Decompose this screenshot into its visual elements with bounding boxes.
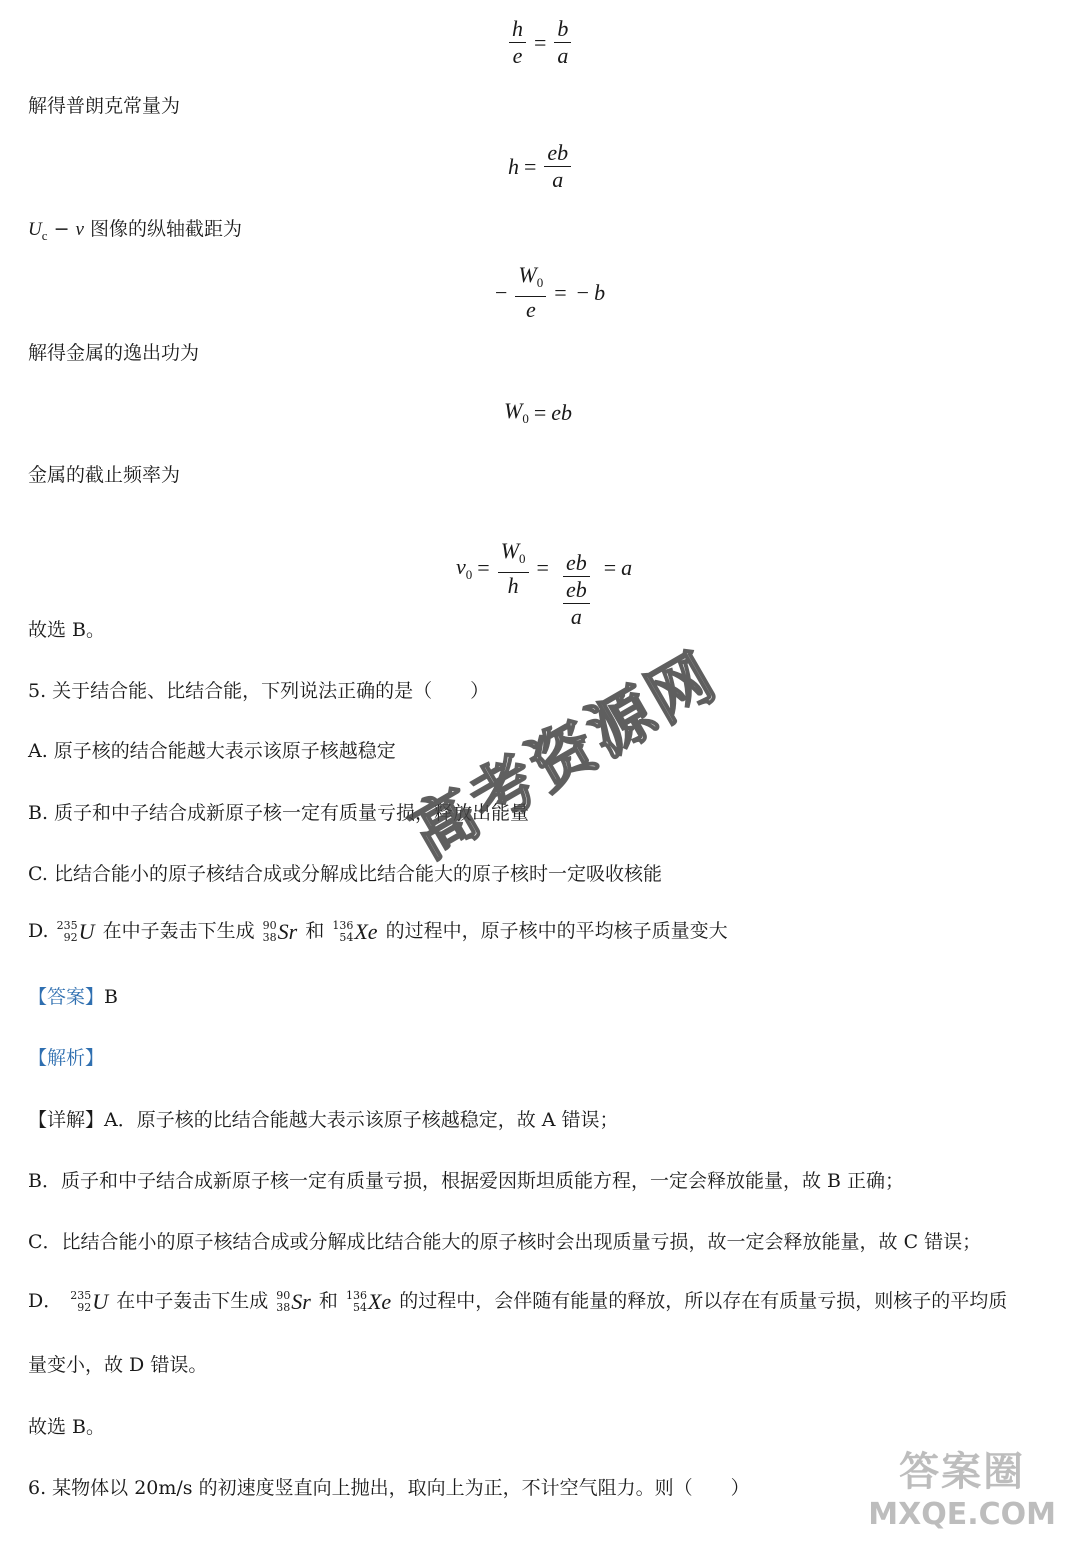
detail-b: B．质子和中子结合成新原子核一定有质量亏损，根据爱因斯坦质能方程，一定会释放能量，故 B 正确； <box>28 1170 905 1192</box>
nuclide-xe: 136 54 Xe <box>345 1289 392 1314</box>
answer-value: B <box>104 986 118 1008</box>
text-line-uc: $U_c - \nu$ 图像的纵轴截距为 <box>28 218 243 243</box>
equation-work-function: $W_0$ = eb <box>504 398 573 426</box>
detail-c: C．比结合能小的原子核结合成或分解成比结合能大的原子核时会出现质量亏损，故一定会释放能量，故 C 错误； <box>28 1231 982 1253</box>
detail-d-continued: 量变小，故 D 错误。 <box>28 1354 208 1376</box>
nuclide-xe: 136 54 Xe <box>332 919 378 944</box>
equation-intercept: − $\frac{W_0}{e}$ = − b <box>495 262 606 322</box>
option-a: A. 原子核的结合能越大表示该原子核越稳定 <box>28 740 396 762</box>
question-6: 6. 某物体以 20m/s 的初速度竖直向上抛出，取向上为正，不计空气阻力。则（ ） <box>28 1477 750 1499</box>
option-d: D. 235 92 U 在中子轰击下生成 90 38 Sr 和 136 54 Xe 的过程中，原子核中的平均核子质量变大 <box>28 919 728 944</box>
text-line: 故选 B。 <box>28 619 106 641</box>
analysis-tag: 【解析】 <box>28 1047 105 1069</box>
nuclide-u: 235 92 U <box>70 1289 109 1314</box>
detail-a: 【详解】A．原子核的比结合能越大表示该原子核越稳定，故 A 错误； <box>28 1109 619 1131</box>
equation-cutoff-frequency: $\nu_0$ = $\frac{W_0}{h}$ = $\frac{eb}{\frac{eb}{a}}$ = a <box>456 537 633 629</box>
option-b: B. 质子和中子结合成新原子核一定有质量亏损，释放出能量 <box>28 802 530 824</box>
text-line: 解得普朗克常量为 <box>28 95 181 117</box>
nuclide-sr: 90 38 Sr <box>276 1289 311 1314</box>
answer-tag: 【答案】 <box>28 986 105 1008</box>
equation-h-over-e: $\frac{h}{e}$ = $\frac{b}{a}$ <box>506 16 574 69</box>
text-line: 解得金属的逸出功为 <box>28 342 200 364</box>
question-5: 5. 关于结合能、比结合能，下列说法正确的是（ ） <box>28 680 490 702</box>
watermark: 高考资源网 <box>399 639 731 874</box>
nuclide-u: 235 92 U <box>56 919 95 944</box>
nuclide-sr: 90 38 Sr <box>262 919 298 944</box>
answer-line <box>28 984 118 1010</box>
site-logo: 答案圈 MXQE.COM <box>868 1449 1056 1532</box>
detail-d: D． 235 92 U 在中子轰击下生成 90 38 Sr 和 136 54 Xe 的过程中，会伴随有能量的释放，所以存在有质量亏损，则核子的平均质 <box>28 1289 1008 1314</box>
equation-planck: h = $\frac{eb}{a}$ <box>508 140 574 193</box>
option-c: C. 比结合能小的原子核结合成或分解成比结合能大的原子核时一定吸收核能 <box>28 863 662 885</box>
text-line: 故选 B。 <box>28 1416 106 1438</box>
text-line: 金属的截止频率为 <box>28 464 181 486</box>
